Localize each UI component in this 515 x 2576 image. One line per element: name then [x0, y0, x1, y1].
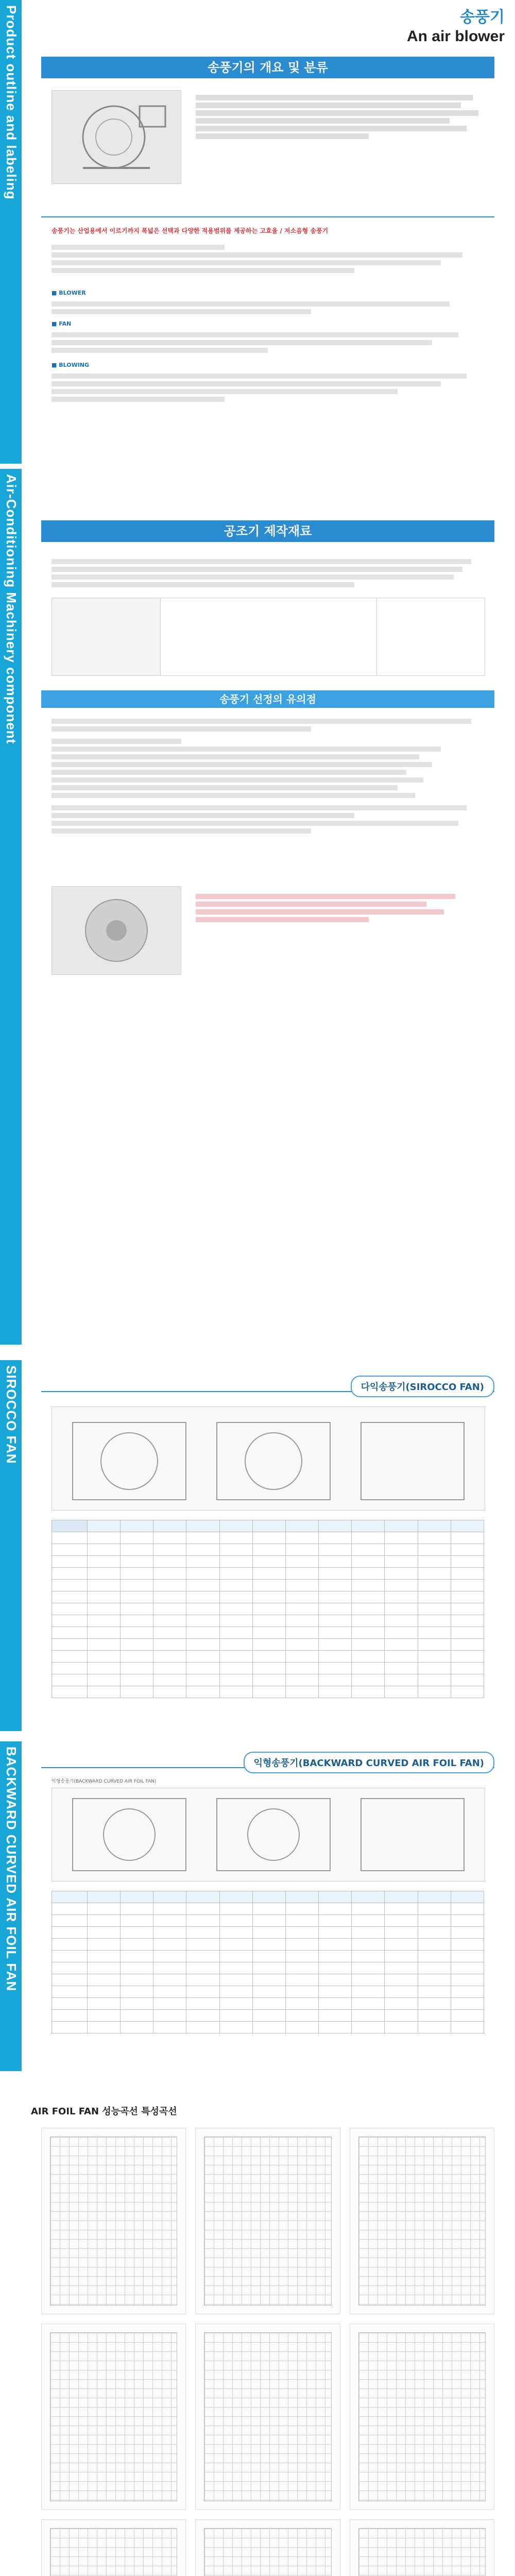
- fan-drawing-icon: [52, 887, 181, 974]
- item-blowing: ■ BLOWING: [52, 362, 90, 368]
- airfoil-drawing: [52, 1788, 485, 1882]
- airfoil-schematic-icon: [52, 1788, 485, 1881]
- sidebar-label: BACKWARD CURVED AIR FOIL FAN: [4, 1747, 19, 1992]
- table-header: [319, 1520, 352, 1532]
- selection-text: [52, 716, 484, 836]
- sirocco-schematic-icon: [52, 1407, 485, 1510]
- sidebar-label: SIROCCO FAN: [4, 1365, 19, 1464]
- table-row: [52, 1974, 484, 1986]
- item-blower: ■ BLOWER: [52, 290, 86, 296]
- table-row: [52, 1891, 484, 1903]
- performance-curve-chart: [195, 2519, 340, 2576]
- divider: [41, 216, 494, 217]
- performance-curve-chart: [350, 2128, 494, 2314]
- table-row: [52, 2022, 484, 2033]
- curve-row: [41, 2128, 494, 2314]
- fan-photo: [52, 886, 181, 975]
- sirocco-drawing: [52, 1406, 485, 1511]
- chart-grid: [358, 2528, 486, 2576]
- table-header: [352, 1520, 385, 1532]
- airfoil-drawing-caption: 익형송풍기(BACKWARD CURVED AIR FOIL FAN): [52, 1779, 157, 1784]
- performance-curve-chart: [195, 2128, 340, 2314]
- blower-subtitle: 송풍기는 산업용에서 이르기까지 폭넓은 선택과 다양한 적용범위를 제공하는 고효율 / 저소음형 송풍기: [52, 227, 329, 234]
- curve-row: [41, 2324, 494, 2510]
- sidebar-air-conditioning: [0, 469, 22, 1345]
- chart-grid: [358, 2332, 486, 2501]
- chart-grid: [358, 2137, 486, 2306]
- sidebar-sirocco: [0, 1360, 22, 1731]
- blower-drawing-icon: [52, 91, 181, 183]
- materials-intro: [52, 556, 484, 590]
- performance-curve-chart: [350, 2324, 494, 2510]
- table-row: [52, 1639, 484, 1651]
- item-fan: ■ FAN: [52, 320, 72, 327]
- chart-grid: [204, 2137, 331, 2306]
- table-row: [52, 1903, 484, 1915]
- item-blowing-text: [52, 371, 484, 404]
- table-row: [52, 1951, 484, 1962]
- section-subbar-selection: 송풍기 선정의 유의점: [41, 690, 494, 708]
- sidebar-backward-curved: [0, 1741, 22, 2071]
- table-header: [451, 1520, 484, 1532]
- page-title-en: An air blower: [406, 28, 505, 45]
- sirocco-title: 다익송풍기(SIROCCO FAN): [351, 1376, 494, 1397]
- blower-text-block: [52, 242, 484, 276]
- item-fan-text: [52, 330, 484, 355]
- table-row: [52, 1686, 484, 1698]
- table-row: [52, 1927, 484, 1939]
- table-header: [418, 1520, 451, 1532]
- performance-curve-chart: [41, 2519, 186, 2576]
- blower-illustration: [52, 90, 181, 184]
- performance-curve-chart: [41, 2324, 186, 2510]
- table-header: [52, 1891, 88, 1903]
- table-row: [52, 1627, 484, 1639]
- airfoil-title-row: [41, 1752, 494, 1768]
- table-row: [52, 1532, 484, 1544]
- chart-grid: [50, 2332, 177, 2501]
- table-header: [121, 1520, 153, 1532]
- item-blower-text: [52, 299, 484, 317]
- table-row: [52, 1651, 484, 1663]
- section-bar-materials: 공조기 제작재료: [41, 520, 494, 542]
- curves-title-1: AIR FOIL FAN 성능곡선 특성곡선: [31, 2106, 177, 2117]
- sidebar-label: Air-Conditioning Machinery component: [4, 474, 19, 744]
- table-row: [52, 1615, 484, 1627]
- table-row: [52, 1520, 484, 1532]
- table-header: [88, 1520, 121, 1532]
- airfoil-table: [52, 1891, 484, 2033]
- table-row: [52, 1962, 484, 1974]
- chart-grid: [50, 2528, 177, 2576]
- sidebar-product-outline: [0, 0, 22, 464]
- page-header: [407, 4, 505, 45]
- table-row: [52, 1663, 484, 1674]
- sirocco-title-row: [41, 1376, 494, 1392]
- table-header: [285, 1520, 318, 1532]
- table-row: [52, 1986, 484, 1998]
- table-header: [52, 1520, 88, 1532]
- materials-col: [161, 598, 377, 675]
- table-header: [186, 1520, 219, 1532]
- table-row: [52, 1544, 484, 1556]
- table-row: [52, 1674, 484, 1686]
- table-row: [52, 1998, 484, 2010]
- table-row: [52, 1939, 484, 1951]
- section-bar-overview: 송풍기의 개요 및 분류: [41, 57, 494, 78]
- sirocco-table: [52, 1520, 484, 1698]
- fan-note: [196, 891, 484, 925]
- table-header: [219, 1520, 252, 1532]
- chart-grid: [50, 2137, 177, 2306]
- table-row: [52, 1580, 484, 1591]
- page-title-ko: 송풍기: [460, 8, 505, 26]
- table-row: [52, 1556, 484, 1568]
- sidebar-label: Product outline and labeling: [4, 5, 19, 200]
- overview-paragraph: [196, 93, 484, 141]
- airfoil-title: 익형송풍기(BACKWARD CURVED AIR FOIL FAN): [244, 1752, 494, 1773]
- materials-col: [377, 598, 485, 675]
- table-row: [52, 1603, 484, 1615]
- table-row: [52, 2010, 484, 2022]
- curve-row: [41, 2519, 494, 2576]
- table-header: [252, 1520, 285, 1532]
- chart-grid: [204, 2332, 331, 2501]
- table-row: [52, 1568, 484, 1580]
- table-header: [153, 1520, 186, 1532]
- performance-curve-chart: [41, 2128, 186, 2314]
- materials-col: [52, 598, 161, 675]
- chart-grid: [204, 2528, 331, 2576]
- table-row: [52, 1915, 484, 1927]
- materials-table: [52, 598, 485, 676]
- table-row: [52, 1591, 484, 1603]
- performance-curve-chart: [350, 2519, 494, 2576]
- table-header: [385, 1520, 418, 1532]
- performance-curve-chart: [195, 2324, 340, 2510]
